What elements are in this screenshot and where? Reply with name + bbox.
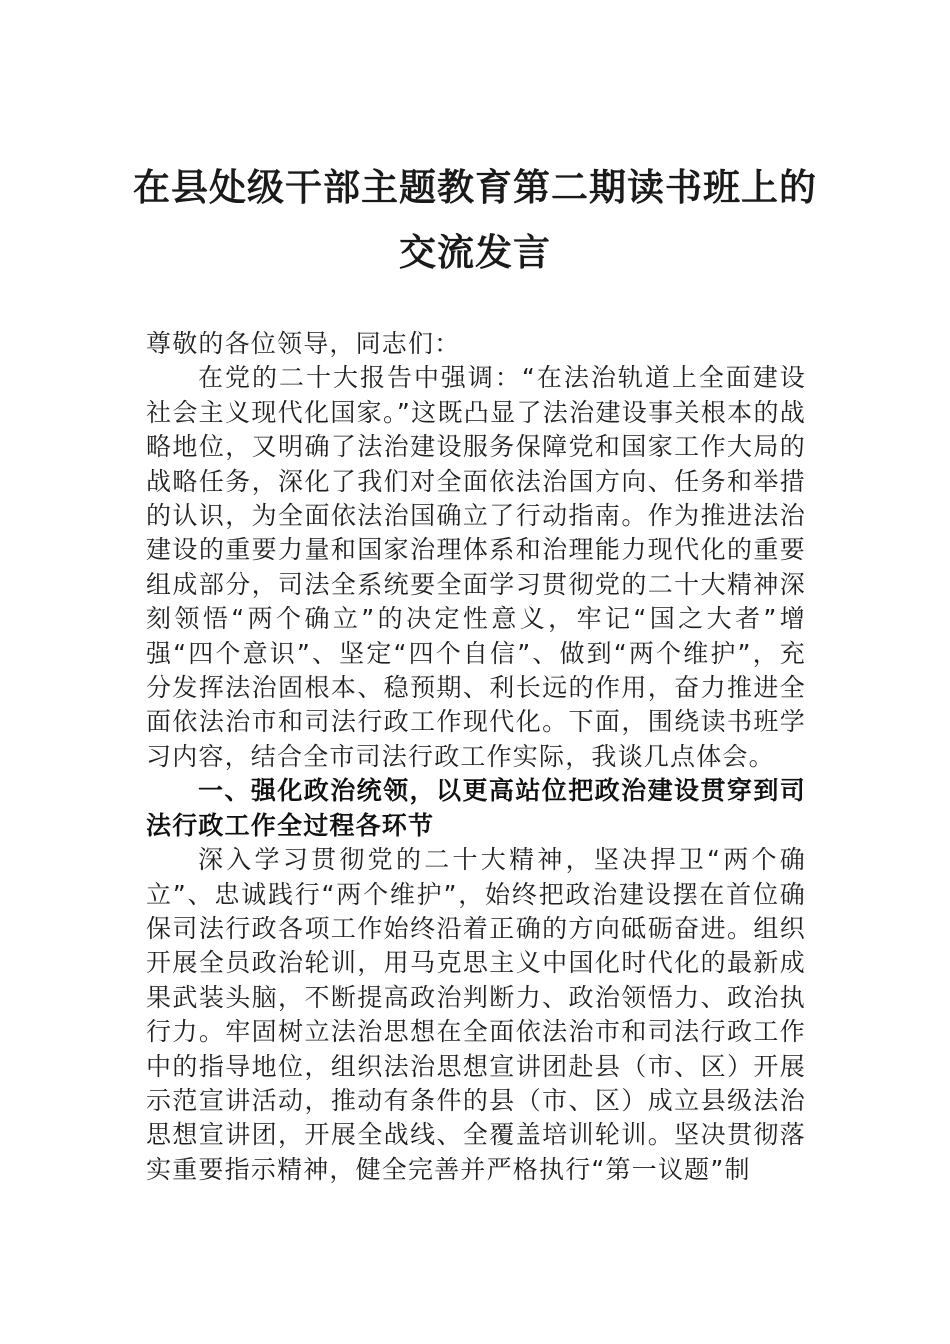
section-heading-1: 一、强化政治统领，以更高站位把政治建设贯穿到司法行政工作全过程各环节 (146, 776, 806, 840)
document-title-line-2: 交流发言 (399, 230, 551, 274)
paragraph-section-1: 深入学习贯彻党的二十大精神，坚决捍卫“两个确立”、忠诚践行“两个维护”，始终把政治建设摆在首位确保司法行政各项工作始终沿着正确的方向砥砺奋进。组织开展全员政治轮训，用马克思主义中国化时代化的最新成果武装头脑，不断提高政治判断力、政治领悟力、政治执行力。牢固树立法治思想在全面依法治市和司法行政工作中的指导地位，组织法治思想宣讲团赴县（市、区）开展示范宣讲活动，推动有条件的县（市、区）成立县级法治思想宣讲团，开展全战线、全覆盖培训轮训。坚决贯彻落实重要指示精神，健全完善并严格执行“第一议题”制 (146, 845, 806, 1184)
document-title-line-1: 在县处级干部主题教育第二期读书班上的 (133, 165, 817, 209)
salutation: 尊敬的各位领导，同志们： (146, 329, 461, 358)
document-body (146, 327, 806, 1187)
paragraph-intro: 在党的二十大报告中强调：“在法治轨道上全面建设社会主义现代化国家。”这既凸显了法治建设事关根本的战略地位，又明确了法治建设服务保障党和国家工作大局的战略任务，深化了我们对全面依法治国方向、任务和举措的认识，为全面依法治国确立了行动指南。作为推进法治建设的重要力量和国家治理体系和治理能力现代化的重要组成部分，司法全系统要全面学习贯彻党的二十大精神深刻领悟“两个确立”的决定性意义，牢记“国之大者”增强“四个意识”、坚定“四个自信”、做到“两个维护”，充分发挥法治固根本、稳预期、利长远的作用，奋力推进全面依法治市和司法行政工作现代化。下面，围绕读书班学习内容，结合全市司法行政工作实际，我谈几点体会。 (146, 363, 806, 771)
